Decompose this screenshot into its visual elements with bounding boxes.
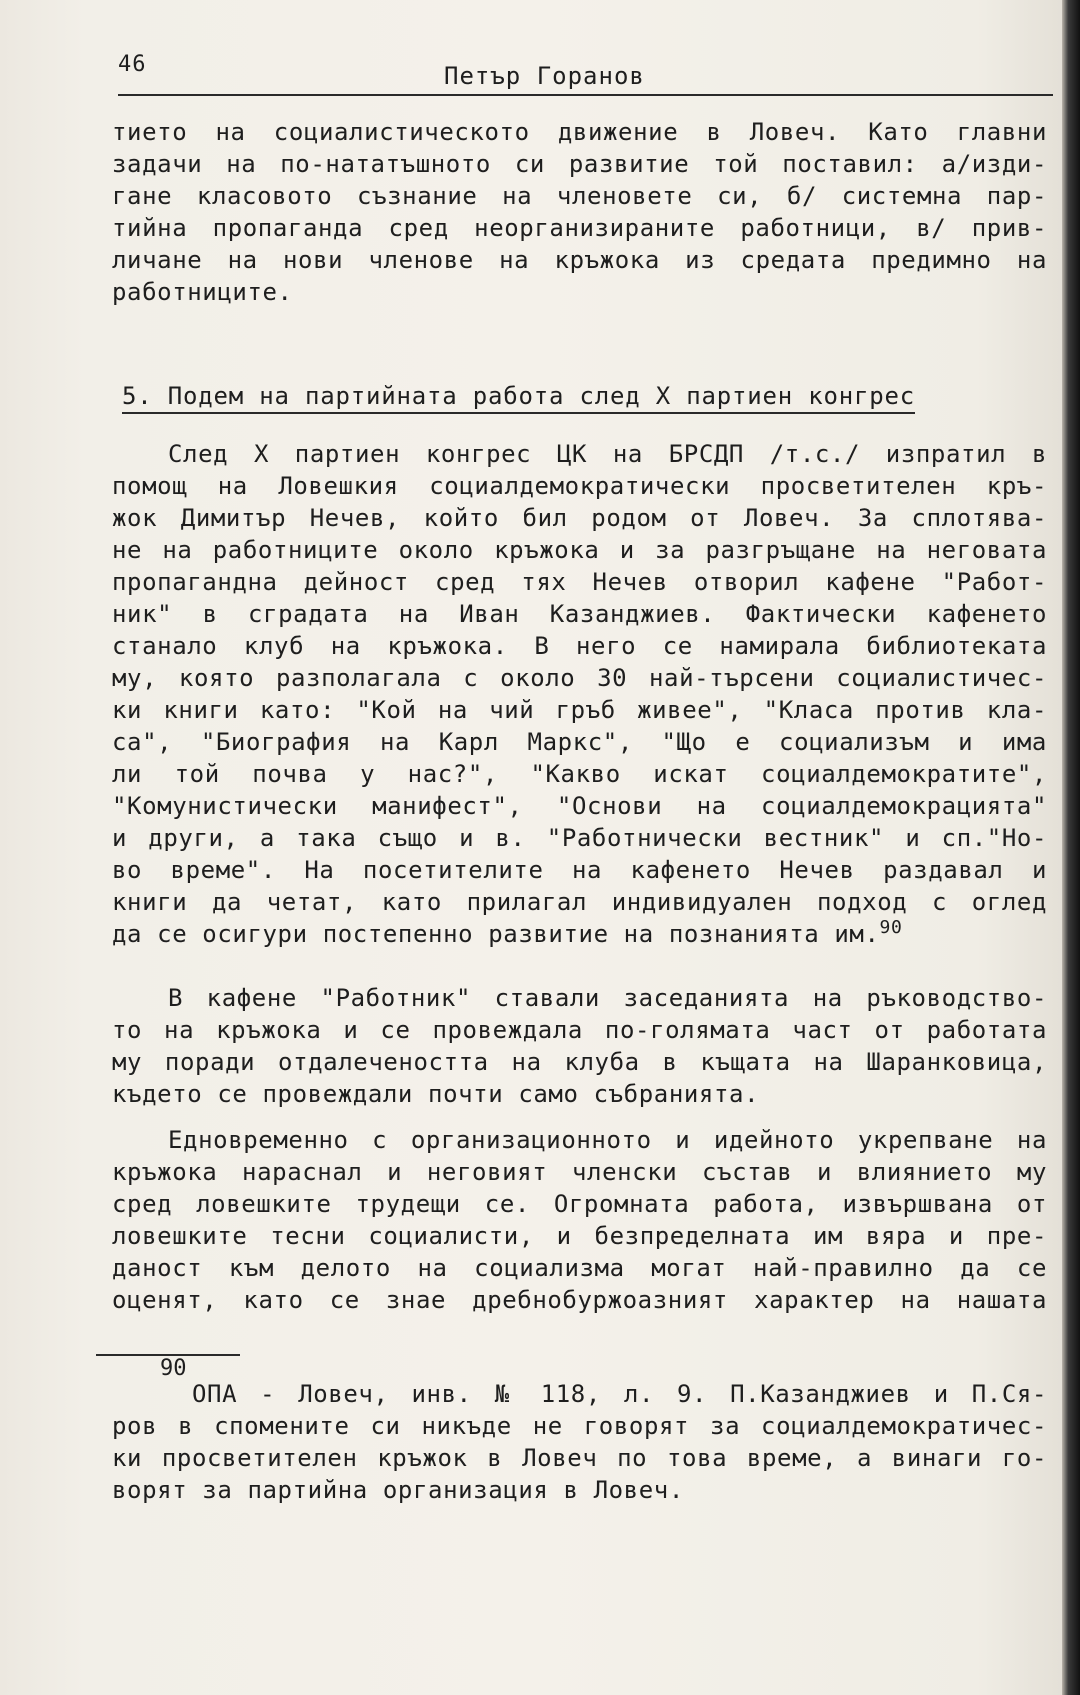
text-line: оценят, като се знае дребнобуржоазният характер на нашата xyxy=(112,1286,1047,1314)
text-line: са", "Биография на Карл Маркс", "Що е социализъм и има xyxy=(112,728,1047,756)
page-edge-shadow xyxy=(1062,0,1080,1695)
footnote-line: ки просветителен кръжок в Ловеч по това време, а винаги го- xyxy=(112,1444,1047,1472)
text-line: даност към делото на социализма могат най-правилно да се xyxy=(112,1254,1047,1282)
paragraph-3 xyxy=(112,1124,1047,1316)
text-line: книги да четат, като прилагал индивидуален подход с оглед xyxy=(112,888,1047,916)
page-header xyxy=(118,48,1053,98)
text-line: ловешките тесни социалисти, и безпределната им вяра и пре- xyxy=(112,1222,1047,1250)
text-line: помощ на Ловешкия социалдемократически просветителен кръ- xyxy=(112,472,1047,500)
text-line: пропагандна дейност сред тях Нечев отворил кафене "Работ- xyxy=(112,568,1047,596)
text-line: во време". На посетителите на кафенето Нечев раздавал и xyxy=(112,856,1047,884)
text-line: и други, а така също и в. "Работнически вестник" и сп."Но- xyxy=(112,824,1047,852)
text-line: му, която разполагала с около 30 най-търсени социалистичес- xyxy=(112,664,1047,692)
text-line: личане на нови членове на кръжока из средата предимно на xyxy=(112,246,1047,274)
text-line: гане класовото съзнание на членовете си, б/ системна пар- xyxy=(112,182,1047,210)
text-line: кръжока нараснал и неговият членски състав и влиянието му xyxy=(112,1158,1047,1186)
header-rule xyxy=(118,94,1053,96)
footnote-line: ров в спомените си никъде не говорят за социалдемократичес- xyxy=(112,1412,1047,1440)
text-line: му поради отдалечеността на клуба в къщата на Шаранковица, xyxy=(112,1048,1047,1076)
text-line: След X партиен конгрес ЦК на БРСДП /т.с./ изпратил в xyxy=(168,440,1047,468)
text-line xyxy=(112,918,1047,950)
running-title: Петър Горанов xyxy=(444,62,645,90)
footnote-mark: 90 xyxy=(160,1356,187,1381)
text-line: жок Димитър Нечев, който бил родом от Ловеч. За сплотява- xyxy=(112,504,1047,532)
text-line: задачи на по-нататъшното си развитие той поставил: а/изди- xyxy=(112,150,1047,178)
intro-paragraph xyxy=(112,116,1047,308)
page-number: 46 xyxy=(118,52,147,77)
text-line: Едновременно с организационното и идейното укрепване на xyxy=(168,1126,1047,1154)
text-line: то на кръжока и се провеждала по-голямата част от работата xyxy=(112,1016,1047,1044)
text-line: тийна пропаганда сред неорганизираните работници, в/ прив- xyxy=(112,214,1047,242)
text-line: станало клуб на кръжока. В него се намирала библиотеката xyxy=(112,632,1047,660)
text-line: ки книги като: "Кой на чий гръб живее", "Класа против кла- xyxy=(112,696,1047,724)
footnote-line: ОПА - Ловеч, инв. № 118, л. 9. П.Казанджиев и П.Ся- xyxy=(192,1380,1047,1408)
text-line: "Комунистически манифест", "Основи на социалдемокрацията" xyxy=(112,792,1047,820)
paragraph-1 xyxy=(112,438,1047,950)
text-line-content: да се осигури постепенно развитие на познанията им. xyxy=(112,920,880,948)
footnote xyxy=(112,1378,1047,1506)
paragraph-2 xyxy=(112,982,1047,1110)
text-line: ник" в сградата на Иван Казанджиев. Фактически кафенето xyxy=(112,600,1047,628)
text-line: не на работниците около кръжока и за разгръщане на неговата xyxy=(112,536,1047,564)
footnote-line: ворят за партийна организация в Ловеч. xyxy=(112,1476,684,1504)
footnote-reference: 90 xyxy=(879,918,903,938)
section-heading: 5. Подем на партийната работа след X партиен конгрес xyxy=(122,382,915,414)
text-line: където се провеждали почти само събранията. xyxy=(112,1080,760,1108)
text-line: работниците. xyxy=(112,278,293,306)
text-line: В кафене "Работник" ставали заседанията на ръководство- xyxy=(168,984,1047,1012)
text-line: сред ловешките трудещи се. Огромната работа, извършвана от xyxy=(112,1190,1047,1218)
text-line: тието на социалистическото движение в Ловеч. Като главни xyxy=(112,118,1047,146)
text-line: ли той почва у нас?", "Какво искат социалдемократите", xyxy=(112,760,1047,788)
